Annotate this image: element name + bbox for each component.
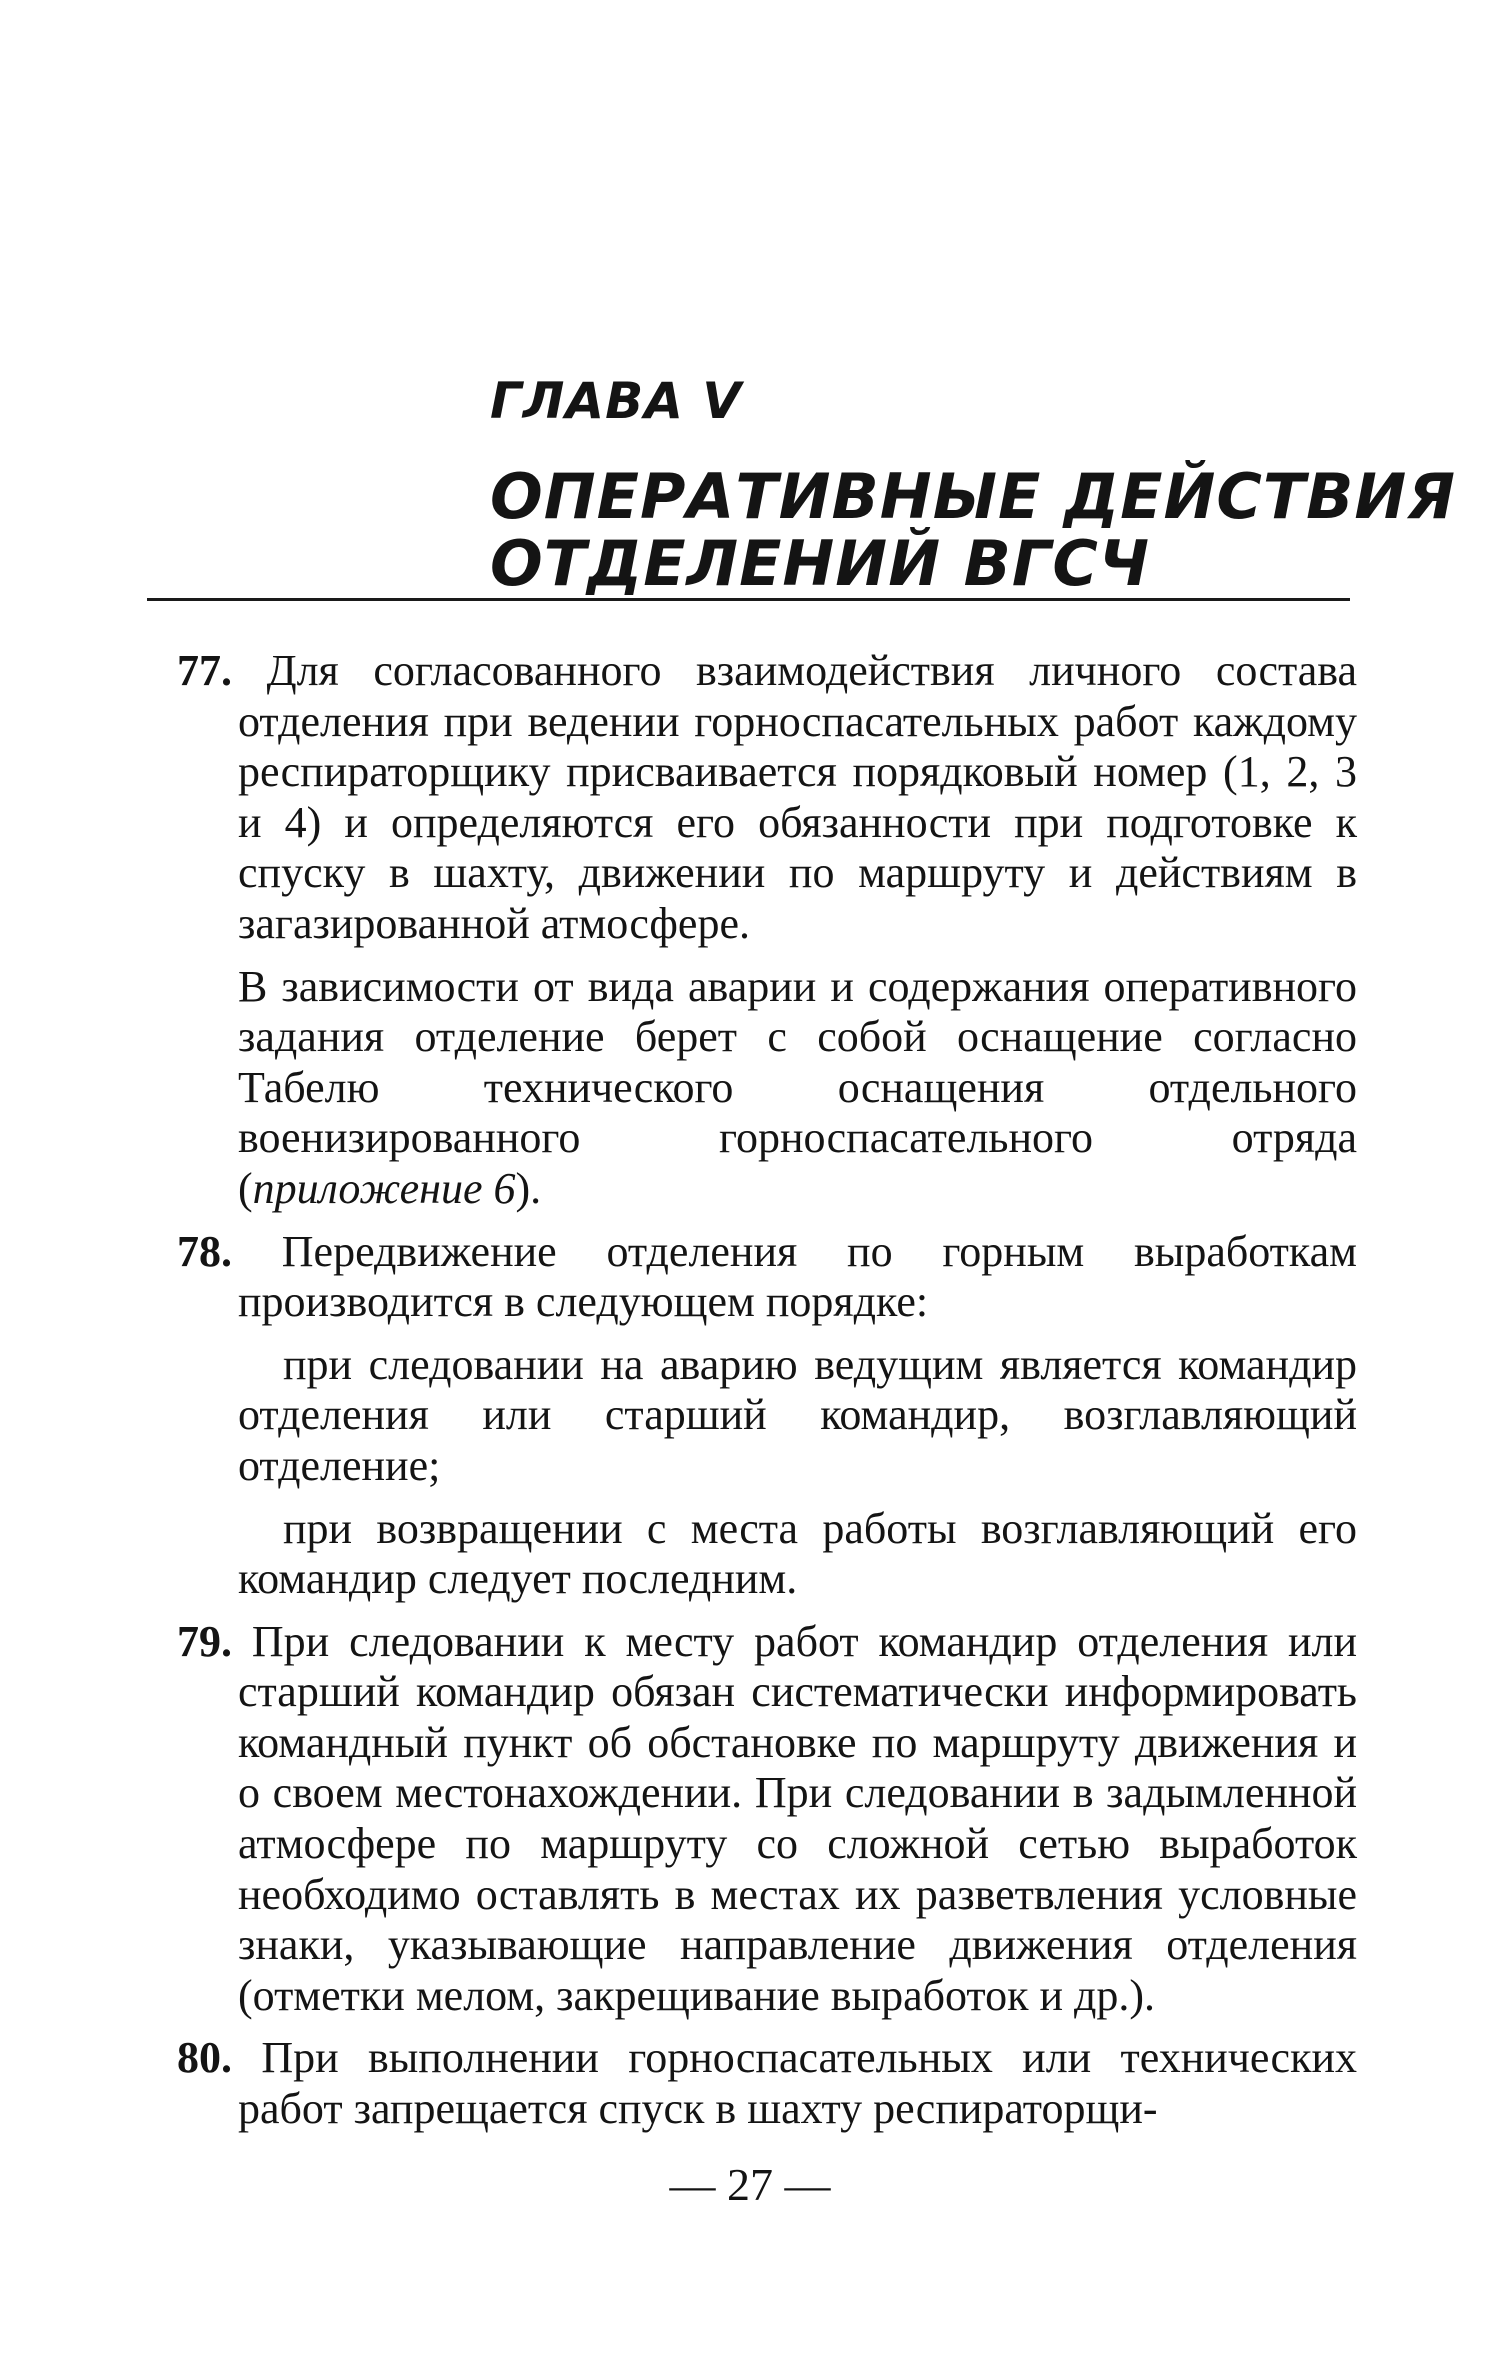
body-text: [177, 646, 1357, 2135]
paragraph-number: 77.: [177, 646, 232, 695]
paragraph-text: В зависимости от вида аварии и содержания оперативного задания отделение берет с собой оснащение согласно Табелю технического оснащения отдельного военизированного горноспасательного отряда (: [238, 961, 1357, 1213]
chapter-title-line-1: ОПЕРАТИВНЫЕ ДЕЙСТВИЯ: [490, 460, 1457, 533]
paragraph-number: 79.: [177, 1616, 232, 1666]
paragraph-79: [177, 1617, 1357, 2022]
paragraph-78-item-1: [177, 1340, 1357, 1492]
chapter-label: ГЛАВА V: [490, 372, 742, 430]
paragraph-text: при возвращении с места работы возглавляющий его командир следует последним.: [238, 1503, 1357, 1604]
page-number: — 27 —: [669, 2159, 831, 2210]
paragraph-text: При выполнении горноспасательных или технических работ запрещается спуск в шахту респираторщи-: [238, 2033, 1357, 2134]
paragraph-77-continuation: [177, 962, 1357, 1215]
paragraph-78-item-2: [177, 1504, 1357, 1605]
paragraph-number: 80.: [177, 2033, 232, 2083]
header-divider: [147, 598, 1350, 601]
paragraph-number: 78.: [177, 1226, 232, 1276]
paragraph-77: [177, 646, 1357, 950]
appendix-reference: приложение 6: [252, 1163, 516, 1213]
paragraph-80: [177, 2033, 1357, 2134]
paragraph-text-end: ).: [515, 1163, 542, 1213]
paragraph-text: Передвижение отделения по горным выработкам производится в следующем порядке:: [238, 1226, 1357, 1327]
paragraph-78: [177, 1227, 1357, 1328]
paragraph-text: Для согласованного взаимодействия личного состава отделения при ведении горноспасательных работ каждому респираторщику присваивается порядковый номер (1, 2, 3 и 4) и определяются его обязанности при подготовке к спуску в шахту, движении по маршруту и действиям в загазированной атмосфере.: [238, 646, 1358, 948]
paragraph-text: при следовании на аварию ведущим является командир отделения или старший командир, возглавляющий отделение;: [238, 1339, 1357, 1490]
chapter-title-line-2: ОТДЕЛЕНИЙ ВГСЧ: [490, 527, 1151, 600]
paragraph-text: При следовании к месту работ командир отделения или старший командир обязан систематически информировать командный пункт об обстановке по маршруту движения и о своем местонахождении. При следовании в задымленной атмосфере по маршруту со сложной сетью выработок необходимо оставлять в местах их разветвления условные знаки, указывающие направление движения отделения (отметки мелом, закрещивание выработок и др.).: [238, 1616, 1358, 2020]
